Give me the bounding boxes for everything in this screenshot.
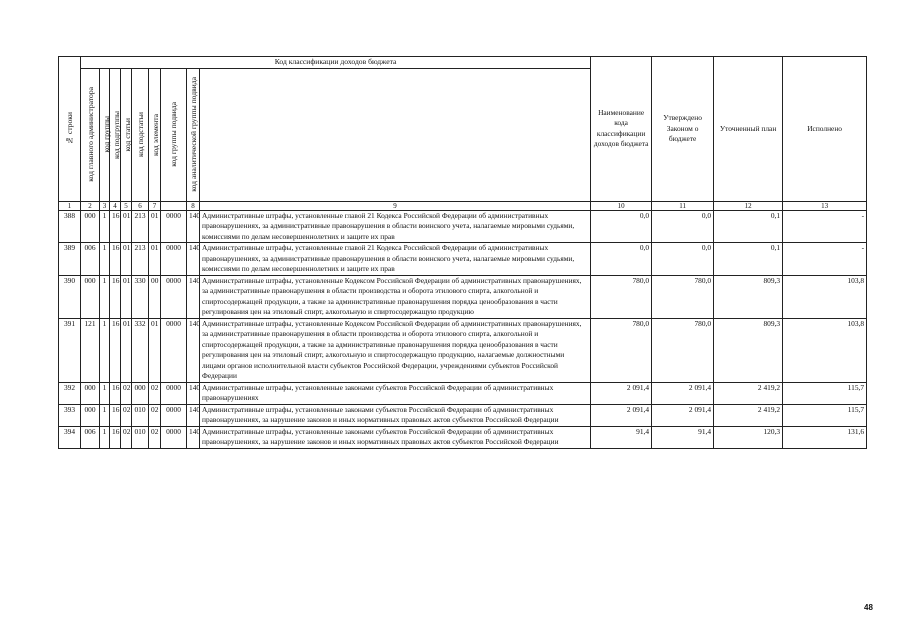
col-group-header: код группы xyxy=(100,68,110,201)
table-row xyxy=(59,426,867,448)
article-code: 02 xyxy=(121,382,132,404)
row-number: 393 xyxy=(59,404,81,426)
analytic-code: 140 xyxy=(187,318,200,382)
column-number-row xyxy=(59,201,867,210)
analytic-code: 140 xyxy=(187,382,200,404)
subarticle-code: 213 xyxy=(132,243,149,276)
row-number: 391 xyxy=(59,318,81,382)
col-number: 10 xyxy=(591,201,652,210)
subgroup-code: 16 xyxy=(110,210,121,243)
group-code: 1 xyxy=(100,275,110,318)
article-code: 01 xyxy=(121,275,132,318)
subarticle-code: 330 xyxy=(132,275,149,318)
col-number: 3 xyxy=(100,201,110,210)
col-analytic-header: код аналитической группы подвида xyxy=(187,68,200,201)
col-subtype-header: код группы подвида xyxy=(161,68,187,201)
table-row xyxy=(59,318,867,382)
subtype-code: 0000 xyxy=(161,382,187,404)
subtype-code: 0000 xyxy=(161,318,187,382)
subgroup-code: 16 xyxy=(110,404,121,426)
execution-percent: 131,6 xyxy=(783,426,867,448)
execution-percent: - xyxy=(783,210,867,243)
execution-percent: 103,8 xyxy=(783,275,867,318)
subtype-code: 0000 xyxy=(161,275,187,318)
subgroup-code: 16 xyxy=(110,382,121,404)
execution-percent: 115,7 xyxy=(783,382,867,404)
income-name: Административные штрафы, установленные главой 21 Кодекса Российской Федерации об административных правонарушениях, за административные правонарушения в области воинского учета, налагаемые мировыми судьями, комиссиями по делам несовершеннолетних и защите их прав xyxy=(200,210,591,243)
col-element-header: код элемента xyxy=(149,68,161,201)
admin-code: 006 xyxy=(81,243,100,276)
income-name: Административные штрафы, установленные Кодексом Российской Федерации об административных правонарушениях, за административные правонарушения в области производства и оборота этилового спирта, алкогольной и спиртосодержащей продукции, а также за административные правонарушения порядка ценообразования в части регулирования цен на этиловый спирт, алкогольную и спиртосодержащую продукцию, налагаемые должностными лицами органов исполнительной власти субъектов Российской Федерации, учреждениями субъектов Российской Федерации xyxy=(200,318,591,382)
admin-code: 000 xyxy=(81,404,100,426)
revised-amount: 780,0 xyxy=(652,318,714,382)
analytic-code: 140 xyxy=(187,426,200,448)
col-number: 1 xyxy=(59,201,81,210)
element-code: 01 xyxy=(149,210,161,243)
classification-group-header: Код классификации доходов бюджета xyxy=(81,57,591,69)
executed-amount: 809,3 xyxy=(714,275,783,318)
revised-amount: 780,0 xyxy=(652,275,714,318)
element-code: 01 xyxy=(149,318,161,382)
article-code: 02 xyxy=(121,404,132,426)
col-article-header: код статьи xyxy=(121,68,132,201)
income-name: Административные штрафы, установленные главой 21 Кодекса Российской Федерации об административных правонарушениях, за административные правонарушения в области воинского учета, налагаемые мировыми судьями, комиссиями по делам несовершеннолетних и защите их прав xyxy=(200,243,591,276)
col-number: 2 xyxy=(81,201,100,210)
col-approved-header: Утверждено Законом о бюджете xyxy=(652,57,714,202)
group-code: 1 xyxy=(100,404,110,426)
subarticle-code: 010 xyxy=(132,426,149,448)
executed-amount: 2 419,2 xyxy=(714,382,783,404)
element-code: 02 xyxy=(149,404,161,426)
col-name-header: Наименование кода классификации доходов бюджета xyxy=(591,57,652,202)
col-number: 8 xyxy=(187,201,200,210)
approved-amount: 780,0 xyxy=(591,275,652,318)
subgroup-code: 16 xyxy=(110,318,121,382)
execution-percent: 103,8 xyxy=(783,318,867,382)
revised-amount: 0,0 xyxy=(652,243,714,276)
col-number: 12 xyxy=(714,201,783,210)
revised-amount: 0,0 xyxy=(652,210,714,243)
executed-amount: 0,1 xyxy=(714,210,783,243)
article-code: 01 xyxy=(121,243,132,276)
subgroup-code: 16 xyxy=(110,275,121,318)
approved-amount: 2 091,4 xyxy=(591,382,652,404)
income-name: Административные штрафы, установленные законами субъектов Российской Федерации об административных правонарушениях, за нарушение законов и иных нормативных правовых актов субъектов Российской Федерации xyxy=(200,426,591,448)
table-row xyxy=(59,275,867,318)
col-number: 13 xyxy=(783,201,867,210)
col-number: 11 xyxy=(652,201,714,210)
group-code: 1 xyxy=(100,318,110,382)
col-number: 4 xyxy=(110,201,121,210)
col-row-no-header: № строки xyxy=(59,57,81,202)
element-code: 01 xyxy=(149,243,161,276)
execution-percent: 115,7 xyxy=(783,404,867,426)
executed-amount: 120,3 xyxy=(714,426,783,448)
approved-amount: 91,4 xyxy=(591,426,652,448)
row-number: 388 xyxy=(59,210,81,243)
analytic-code: 140 xyxy=(187,243,200,276)
col-subarticle-header: код подстатьи xyxy=(132,68,149,201)
article-code: 01 xyxy=(121,318,132,382)
income-name: Административные штрафы, установленные Кодексом Российской Федерации об административных правонарушениях, за административные правонарушения в области производства и оборота этилового спирта, алкогольной и спиртосодержащей продукции, а также за административные правонарушения порядка ценообразования в части регулирования цен на этиловый спирт, алкогольную и спиртосодержащую продукцию xyxy=(200,275,591,318)
subarticle-code: 332 xyxy=(132,318,149,382)
approved-amount: 780,0 xyxy=(591,318,652,382)
col-number xyxy=(161,201,187,210)
analytic-code: 140 xyxy=(187,275,200,318)
element-code: 02 xyxy=(149,426,161,448)
revenue-classification-table xyxy=(58,56,867,449)
admin-code: 121 xyxy=(81,318,100,382)
table-row xyxy=(59,404,867,426)
table-row xyxy=(59,382,867,404)
executed-amount: 2 419,2 xyxy=(714,404,783,426)
revised-amount: 2 091,4 xyxy=(652,382,714,404)
group-code: 1 xyxy=(100,426,110,448)
table-row xyxy=(59,210,867,243)
col-subgroup-header: код подгруппы xyxy=(110,68,121,201)
admin-code: 000 xyxy=(81,275,100,318)
admin-code: 000 xyxy=(81,382,100,404)
admin-code: 006 xyxy=(81,426,100,448)
subtype-code: 0000 xyxy=(161,243,187,276)
executed-amount: 809,3 xyxy=(714,318,783,382)
budget-table-sheet xyxy=(58,56,866,449)
page-number: 48 xyxy=(864,603,873,612)
approved-amount: 0,0 xyxy=(591,210,652,243)
subtype-code: 0000 xyxy=(161,404,187,426)
element-code: 02 xyxy=(149,382,161,404)
analytic-code: 140 xyxy=(187,404,200,426)
col-number: 6 xyxy=(132,201,149,210)
subtype-code: 0000 xyxy=(161,210,187,243)
article-code: 01 xyxy=(121,210,132,243)
col-executed-header: Исполнено xyxy=(783,57,867,202)
subarticle-code: 000 xyxy=(132,382,149,404)
row-number: 389 xyxy=(59,243,81,276)
income-name: Административные штрафы, установленные законами субъектов Российской Федерации об административных правонарушениях, за нарушение законов и иных нормативных правовых актов субъектов Российской Федерации xyxy=(200,404,591,426)
col-revised-header: Уточненный план xyxy=(714,57,783,202)
subgroup-code: 16 xyxy=(110,426,121,448)
group-code: 1 xyxy=(100,210,110,243)
subgroup-code: 16 xyxy=(110,243,121,276)
col-admin-header: код главного администратора xyxy=(81,68,100,201)
col-number: 5 xyxy=(121,201,132,210)
revised-amount: 2 091,4 xyxy=(652,404,714,426)
table-body xyxy=(59,210,867,448)
subarticle-code: 010 xyxy=(132,404,149,426)
element-code: 00 xyxy=(149,275,161,318)
subtype-code: 0000 xyxy=(161,426,187,448)
group-code: 1 xyxy=(100,382,110,404)
table-row xyxy=(59,243,867,276)
col-number: 9 xyxy=(200,201,591,210)
income-name: Административные штрафы, установленные законами субъектов Российской Федерации об административных правонарушениях xyxy=(200,382,591,404)
admin-code: 000 xyxy=(81,210,100,243)
revised-amount: 91,4 xyxy=(652,426,714,448)
article-code: 02 xyxy=(121,426,132,448)
row-number: 392 xyxy=(59,382,81,404)
row-number: 390 xyxy=(59,275,81,318)
subarticle-code: 213 xyxy=(132,210,149,243)
approved-amount: 2 091,4 xyxy=(591,404,652,426)
approved-amount: 0,0 xyxy=(591,243,652,276)
row-number: 394 xyxy=(59,426,81,448)
executed-amount: 0,1 xyxy=(714,243,783,276)
col-number: 7 xyxy=(149,201,161,210)
execution-percent: - xyxy=(783,243,867,276)
analytic-code: 140 xyxy=(187,210,200,243)
group-code: 1 xyxy=(100,243,110,276)
